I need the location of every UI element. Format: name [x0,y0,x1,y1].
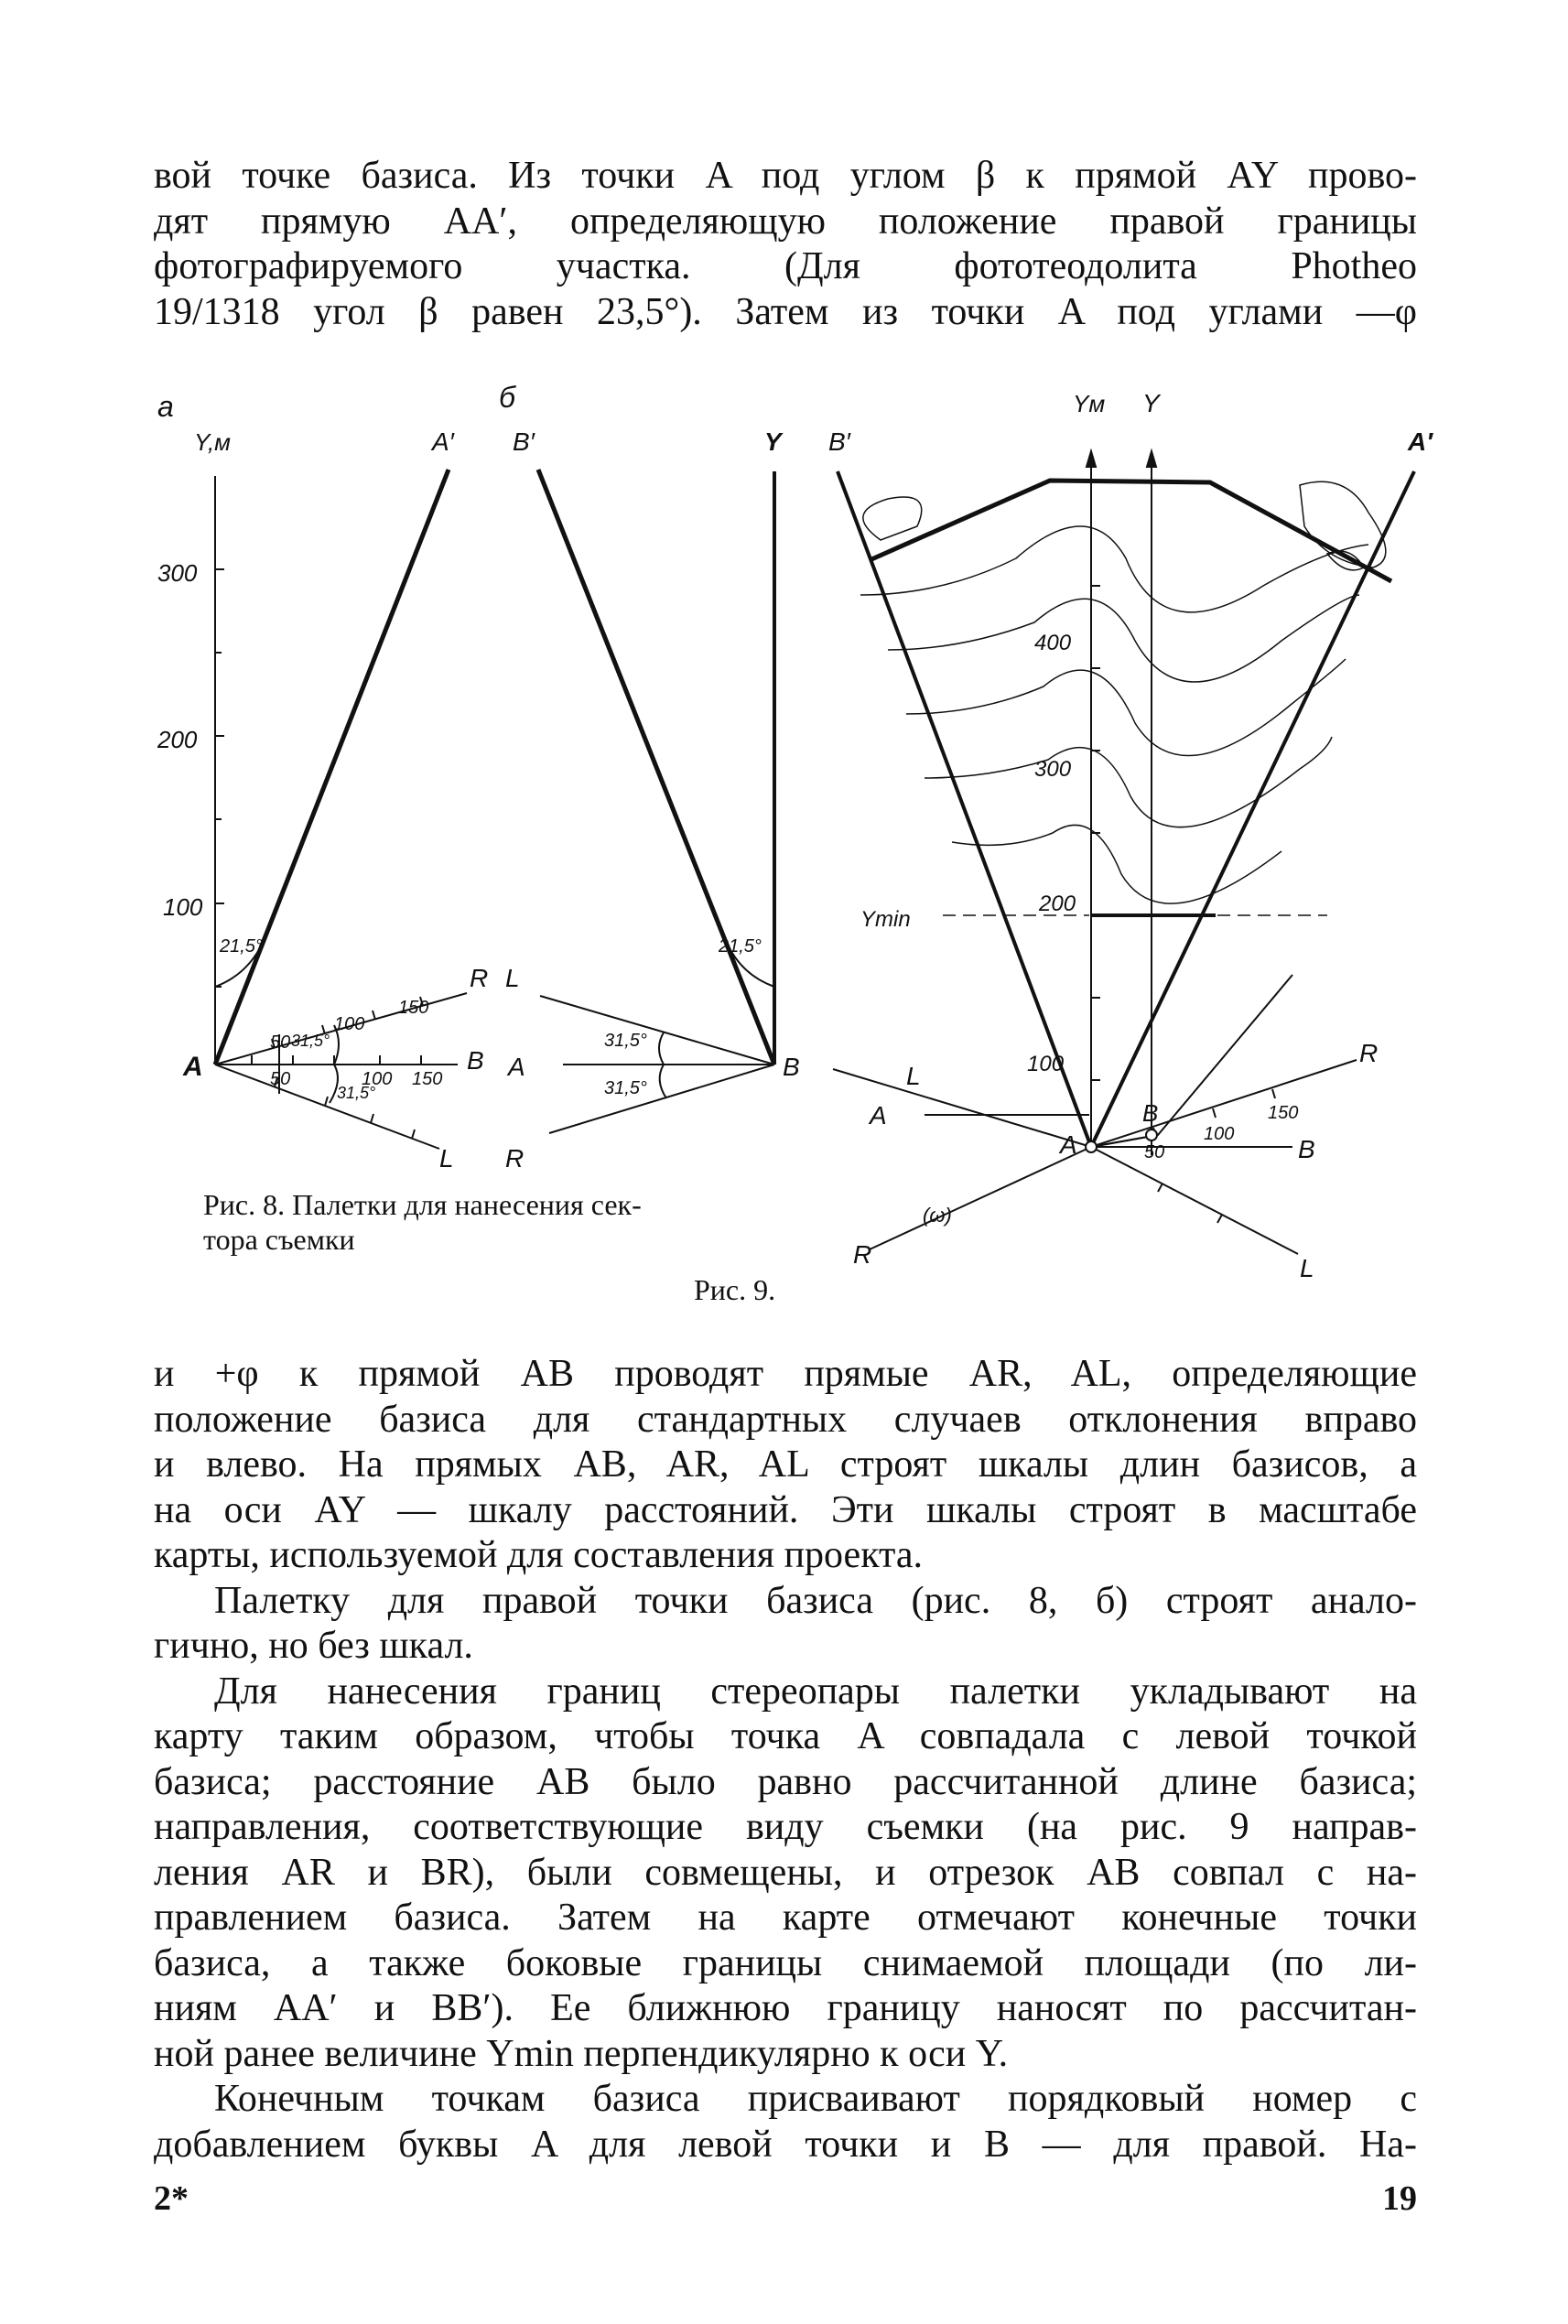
figures-area [137,375,1437,1336]
paragraph-1 [154,1352,1417,1579]
text-line: гично, но без шкал. [154,1625,473,1667]
fig9-label-R-bottom: R [853,1240,872,1269]
paragraph-4 [154,2077,1417,2167]
text-line: карты, используемой для составления проекта. [154,1534,924,1576]
fig8b-angle-31-upper: 31,5° [604,1031,647,1051]
footer-signature: 2* [154,2179,189,2218]
fig8a-line-AL [215,1065,439,1149]
fig9-scale-100: 100 [1204,1124,1235,1144]
text-line: базиса; расстояние AB было равно рассчитанной длине базиса; [154,1760,1417,1803]
fig9-line-BB [838,471,1091,1147]
fig8-panel-a-label: а [157,390,174,423]
fig8a-label-L: L [439,1144,454,1173]
fig9-line-BR [1091,975,1292,1147]
fig9-label-omega: (ω) [923,1204,952,1227]
text-line: правлением базиса. Затем на карте отмечают конечные точки [154,1897,1417,1939]
fig8b-label-B-prime: B′ [513,427,535,456]
fig9-label-Y: Y [1142,389,1160,417]
fig9-line-R [870,1147,1091,1249]
fig8a-label-B: B [467,1046,484,1075]
top-paragraph [154,154,1417,335]
fig8-caption-line2: тора съемки [203,1223,355,1256]
fig8a-angle-21: 21,5° [220,936,263,957]
fig9-tick-100: 100 [1027,1052,1065,1076]
fig9-label-R: R [1359,1039,1379,1067]
text-line: 19/1318 угол β равен 23,5°). Затем из точки A под углами —φ [154,290,1417,333]
fig8a-scale-150-ab: 150 [412,1069,443,1089]
fig9-line-AL2 [1091,1147,1298,1254]
fig8b-label-B: B [783,1053,800,1081]
fig8-caption-line1: Рис. 8. Палетки для нанесения сек- [203,1188,642,1221]
fig8a-tick-300: 300 [157,559,198,587]
fig8a-tick-200: 200 [157,726,198,753]
text-line: ной ранее величине Ymin перпендикулярно к оси Y. [154,2032,1009,2075]
fig8b-line-BB [538,470,774,1065]
fig8a-scale-100-ar: 100 [334,1014,365,1034]
text-line: и +φ к прямой AB проводят прямые AR, AL, определяющие [154,1353,1417,1395]
fig8b-line-BR [549,1065,774,1133]
fig9-contour-400: 400 [1034,631,1072,655]
fig8a-label-A: A [183,1052,203,1082]
text-line: фотографируемого участка. (Для фототеодолита Photheo [154,245,1417,287]
fig9-label-L-bottom: L [1300,1254,1314,1282]
fig8b-angle-21: 21,5° [719,936,762,957]
fig8a-axis-label: Y,м [194,428,232,456]
fig8a-scale-150-ar: 150 [398,998,429,1018]
fig9-contour-300: 300 [1034,757,1072,782]
fig8b-label-Y: Y [764,427,782,456]
paragraph-2 [154,1579,1417,1670]
fig9-label-B-prime: B′ [828,427,850,456]
text-line: на оси AY — шкалу расстояний. Эти шкалы строят в масштабе [154,1488,1417,1531]
text-line: Конечным точкам базиса присваивают порядковый номер с [214,2078,1417,2120]
fig8a-scale-50-ab: 50 [270,1069,291,1089]
text-line: добавлением буквы A для левой точки и B — для правой. На- [154,2123,1417,2166]
text-line: базиса, а также боковые границы снимаемой площади (по ли- [154,1941,1417,1984]
fig8a-label-A-prime: A′ [432,427,454,456]
fig9-label-A-left: A [870,1101,887,1130]
fig9-near-boundary [870,481,1391,581]
bottom-text [154,1352,1417,2167]
text-line: Для нанесения границ стереопары палетки укладывают на [214,1670,1417,1713]
text-line: вой точке базиса. Из точки A под углом β к прямой AY прово- [154,155,1417,197]
text-line: ления AR и BR), были совмещены, и отрезок AB совпал с на- [154,1851,1417,1894]
paragraph-3 [154,1670,1417,2078]
text-line: положение базиса для стандартных случаев отклонения вправо [154,1398,1417,1441]
page-number: 19 [1382,2179,1417,2218]
text-line: карту таким образом, чтобы точка A совпадала с левой точкой [154,1715,1417,1757]
fig9-caption: Рис. 9. [694,1273,776,1306]
fig8a-angle-31-upper: 31,5° [291,1032,330,1050]
text-line: ниям AA′ и BB′). Ее ближнюю границу наносят по рассчитан- [154,1987,1417,2029]
text-line: и влево. На прямых AB, AR, AL строят шкалы длин базисов, а [154,1443,1417,1486]
text-line: дят прямую AA′, определяющую положение правой границы [154,200,1417,243]
fig9-label-A: A [1060,1130,1077,1159]
fig9-scale-150: 150 [1268,1103,1299,1123]
fig9-label-A-prime: A′ [1408,427,1433,456]
fig8b-line-BL [540,996,774,1065]
fig8a-label-R: R [470,964,489,992]
fig8-panel-b-label: б [499,381,515,414]
fig8a-scale-50-ar: 50 [270,1032,291,1053]
fig9-label-Ym: Yм [1073,390,1106,417]
fig9-label-Ymin: Ymin [860,907,911,932]
fig8a-angle-31-lower: 31,5° [337,1084,376,1102]
fig8b-label-A: A [508,1053,525,1081]
fig8a-tick-100: 100 [163,893,203,921]
fig9-label-B: B [1142,1099,1159,1127]
fig8a-line-AA [215,470,449,1065]
fig8b-label-L: L [505,964,520,992]
fig8b-label-R: R [505,1144,524,1173]
text-line: направления, соответствующие виду съемки (на рис. 9 направ- [154,1806,1417,1848]
fig9-label-B-right: B [1298,1135,1315,1163]
fig8a-scale-100-ab: 100 [362,1069,393,1089]
fig9-scale-50: 50 [1144,1142,1165,1162]
fig9-contour-200: 200 [1039,892,1076,916]
fig8b-angle-31-lower: 31,5° [604,1078,647,1098]
fig9-label-L: L [906,1062,921,1090]
figures-svg [137,375,1437,1336]
text-line: Палетку для правой точки базиса (рис. 8, б) строят анало- [214,1579,1417,1622]
